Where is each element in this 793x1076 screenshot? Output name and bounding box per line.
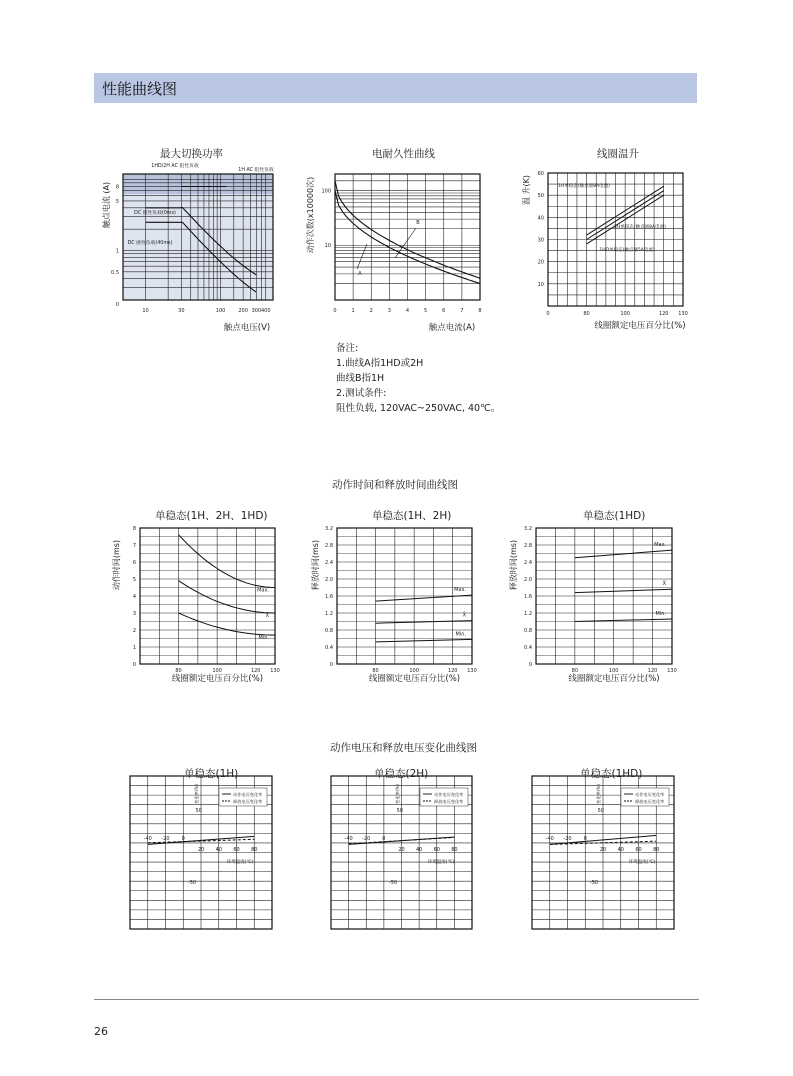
s2-chart1-title: 单稳态(1H、2H、1HD) [155, 510, 268, 522]
s3-chart2-title: 单稳态(2H) [374, 768, 429, 780]
s2-chart1-ytick: 1 [132, 645, 136, 651]
s3-chart3-ytick-m50: -50 [589, 880, 599, 886]
chart1-xtick: 400 [260, 308, 271, 314]
s3-chart3-legend-2: 释放电压变化率 [635, 799, 665, 804]
s2-chart2-label-2: Min. [455, 631, 466, 638]
s3-chart3-xtick: 40 [617, 847, 624, 853]
s2-chart3-series-2 [575, 619, 672, 622]
s2-chart1-xtick: 80 [175, 668, 182, 674]
chart3-xtick: 130 [678, 311, 688, 317]
s2-chart3-ytick: 2.4 [524, 560, 532, 566]
s3-chart1-legend-1: 动作电压变化率 [233, 792, 263, 797]
s2-chart1-label-2: Min. [258, 635, 269, 642]
s2-chart3-xtick: 120 [647, 668, 658, 674]
s2-chart3-label-1: X̄ [662, 581, 666, 588]
s2-chart1-ytick: 6 [132, 560, 136, 566]
s3-chart2-xtick: 0 [382, 836, 386, 842]
s3-chart2-ytick-50: 50 [396, 808, 403, 814]
s3-chart3-xtick: -40 [545, 836, 554, 842]
s3-chart2-xtick: 80 [451, 847, 458, 853]
chart1-xtick: 30 [178, 308, 185, 314]
chart3-xtick: 80 [583, 311, 590, 317]
s2-chart2-ytick: 0 [329, 662, 333, 668]
chart1-ytick: 8 [115, 184, 119, 191]
s3-chart1-title: 单稳态(1H) [184, 768, 239, 780]
chart1-ytick: 0.5 [111, 269, 119, 276]
chart3-ytick: 50 [537, 193, 544, 200]
chart3-xtick: 120 [658, 311, 669, 317]
s3-chart1-xtick: 80 [251, 847, 258, 853]
s2-chart2-ytick: 1.2 [325, 611, 333, 617]
chart2-xtick: 6 [442, 308, 446, 314]
chart3-ylabel: 温 升(K) [522, 174, 531, 206]
s3-chart3-xtick: 60 [635, 847, 642, 853]
s2-chart3-ytick: 3.2 [524, 526, 532, 532]
s2-chart1-ytick: 4 [132, 594, 136, 600]
s2-chart3-title: 单稳态(1HD) [583, 510, 646, 522]
s2-chart2-series-1 [376, 621, 472, 624]
chart2-title: 电耐久性曲线 [372, 148, 435, 160]
chart2-xtick: 4 [405, 308, 410, 314]
s2-chart2-label-0: Max. [454, 587, 466, 594]
notes [336, 341, 500, 416]
chart3-title: 线圈温升 [597, 148, 639, 160]
s3-chart3-xtick: 80 [653, 847, 660, 853]
chart1-title: 最大切换功率 [160, 148, 223, 160]
chart1-ytick: 5 [115, 198, 119, 205]
s3-chart1-xtick: -40 [143, 836, 152, 842]
chart1-xtick: 300 [251, 308, 262, 314]
s3-chart1-xtick: 40 [215, 847, 222, 853]
s2-chart3-series-1 [575, 589, 672, 592]
chart2-ylabel: 动作次数(x10000次) [306, 176, 315, 254]
s2-chart2-xtick: 80 [372, 668, 379, 674]
chart1-xtick: 200 [238, 308, 248, 314]
s2-chart2-series-2 [376, 639, 472, 642]
s2-chart1-series-2 [179, 613, 275, 635]
s2-chart3-ytick: 0 [528, 662, 532, 668]
s2-chart1-ytick: 0 [132, 662, 136, 668]
notes-line-3: 2.测试条件: [336, 388, 387, 399]
s3-chart1-ytick-m50: -50 [187, 880, 197, 886]
s2-chart2-xlabel: 线圈额定电压百分比(%) [368, 674, 461, 684]
s3-chart3-ylabel: 变化率(%) [596, 784, 601, 804]
s3-chart1-ytick-50: 50 [195, 808, 202, 814]
chart2-xtick: 1 [351, 308, 355, 314]
chart2-xtick: 2 [369, 308, 373, 314]
s2-chart1-series-1 [179, 581, 275, 613]
notes-head: 备注: [336, 343, 359, 354]
s2-chart2-ylabel: 释放时间(ms) [311, 539, 320, 591]
s3-chart3-title: 单稳态(1HD) [580, 768, 643, 780]
s2-chart2-label-1: X̄ [462, 612, 466, 619]
chart1-label-ac1hd: 1HD/2H AC 阻性负载 [151, 164, 199, 169]
s3-chart3-xlabel: 环境温度(℃) [628, 860, 656, 865]
notes-line-4: 阻性负载, 120VAC~250VAC, 40℃。 [336, 403, 501, 414]
s2-chart3-label-2: Min. [655, 610, 666, 617]
chart3-ytick: 20 [537, 259, 544, 266]
chart2-ytick: 100 [321, 188, 331, 195]
section2-title: 动作时间和释放时间曲线图 [332, 479, 458, 491]
chart1-ylabel: 触点电流 (A) [102, 181, 111, 229]
s2-chart1-ylabel: 动作时间(ms) [112, 539, 121, 591]
chart1-ytick: 0 [115, 302, 119, 308]
section3-title: 动作电压和释放电压变化曲线图 [330, 742, 477, 754]
s2-chart3-ytick: 2.8 [524, 543, 532, 549]
chart2-xlabel: 触点电流(A) [428, 323, 476, 333]
page-number: 26 [94, 1025, 108, 1038]
s2-chart2-ytick: 1.6 [325, 594, 333, 600]
chart3-ytick: 10 [537, 281, 544, 288]
s3-chart1-xlabel: 环境温度(℃) [226, 860, 254, 865]
footer-divider [94, 999, 699, 1000]
s2-chart3-xtick: 100 [608, 668, 619, 674]
s2-chart2-ytick: 2.8 [325, 543, 333, 549]
s2-chart3-ylabel: 释放时间(ms) [509, 539, 518, 591]
s2-chart2-ytick: 2.4 [325, 560, 333, 566]
chart1-label-ac1h: 1H AC 阻性负载 [238, 168, 274, 173]
s2-chart1-ytick: 3 [132, 611, 136, 617]
s3-chart1-xtick: -20 [161, 836, 170, 842]
notes-line-2: 曲线B指1H [336, 373, 385, 384]
s2-chart3-label-0: Max. [654, 542, 666, 549]
s2-chart1-ytick: 8 [132, 526, 136, 532]
s3-chart2-xtick: -20 [362, 836, 371, 842]
s3-chart3-xtick: 20 [599, 847, 607, 853]
chart3-ytick: 0 [546, 311, 550, 317]
chart3-ytick: 30 [537, 237, 544, 244]
chart2-ytick: 10 [324, 243, 331, 250]
s2-chart2-ytick: 0.8 [325, 628, 333, 634]
s3-chart1-legend-2: 释放电压变化率 [233, 799, 263, 804]
chart3-xlabel: 线圈额定电压百分比(%) [594, 321, 686, 331]
s3-chart2-ytick-m50: -50 [388, 880, 398, 886]
s3-chart2-xtick: -40 [344, 836, 353, 842]
s2-chart2-title: 单稳态(1H、2H) [372, 510, 452, 522]
s2-chart2-ytick: 0.4 [325, 645, 333, 651]
chart3-label-2h: 2H单稳态(触点通8A电流) [614, 225, 666, 230]
chart1-xtick: 100 [215, 308, 226, 314]
chart2-xtick: 0 [333, 308, 337, 314]
chart1-xlabel: 触点电压(V) [223, 323, 271, 333]
s2-chart1-ytick: 7 [132, 543, 136, 549]
section-title: 性能曲线图 [102, 80, 178, 98]
s2-chart1-xtick: 120 [250, 668, 261, 674]
chart3-label-1h: 1H单稳态(触点通8A电流) [558, 184, 610, 189]
chart2-xtick: 5 [424, 308, 428, 314]
s2-chart1-xtick: 130 [270, 668, 280, 674]
s2-chart2-xtick: 130 [467, 668, 477, 674]
chart2-xtick: 8 [478, 308, 482, 314]
s2-chart3-series-0 [575, 550, 672, 558]
s2-chart1-label-0: Max. [257, 587, 269, 594]
s2-chart1-xlabel: 线圈额定电压百分比(%) [171, 674, 264, 684]
s3-chart2-xtick: 40 [415, 847, 423, 853]
s3-chart3-ytick-50: 50 [597, 808, 604, 814]
s3-chart1-xtick: 0 [181, 836, 185, 842]
s2-chart3-ytick: 0.4 [524, 645, 532, 651]
s3-chart2-ylabel: 变化率(%) [395, 784, 400, 804]
chart1-ytick: 1 [115, 248, 119, 255]
s3-chart1-ylabel: 变化率(%) [194, 784, 199, 804]
s3-chart1-xtick: 60 [233, 847, 240, 853]
chart3-xtick: 100 [620, 311, 630, 317]
chart1-label-dc40: DC 感性负载(40ms) [127, 241, 173, 246]
s3-chart1-xtick: 20 [197, 847, 205, 853]
s3-chart2-xtick: 60 [433, 847, 440, 853]
s2-chart3-xlabel: 线圈额定电压百分比(%) [568, 674, 660, 684]
s2-chart1-xtick: 100 [212, 668, 222, 674]
chart2-label-a: A [358, 271, 362, 277]
s2-chart2-xtick: 120 [447, 668, 458, 674]
s2-chart2-ytick: 3.2 [325, 526, 333, 532]
s3-chart3-legend-1: 动作电压变化率 [635, 792, 665, 797]
chart3-ytick: 40 [537, 215, 544, 222]
s2-chart3-xtick: 80 [571, 668, 579, 674]
s3-chart2-legend-1: 动作电压变化率 [434, 792, 464, 797]
s2-chart1-label-1: X̄ [265, 613, 269, 619]
s2-chart2-ytick: 2.0 [325, 577, 333, 583]
s2-chart1-ytick: 2 [132, 628, 136, 634]
s2-chart3-ytick: 1.2 [524, 611, 532, 617]
chart2-label-b: B [416, 220, 420, 226]
s2-chart1-ytick: 5 [132, 577, 136, 583]
chart3-label-1hd: 1HD单稳态(触点通5A电流) [599, 248, 655, 253]
notes-line-1: 1.曲线A指1HD或2H [336, 358, 424, 369]
s3-chart3-xtick: -20 [563, 836, 572, 842]
s3-chart3-xtick: 0 [583, 836, 587, 842]
s2-chart3-xtick: 130 [667, 668, 677, 674]
chart1-xtick: 10 [142, 308, 149, 314]
s2-chart3-ytick: 0.8 [524, 628, 532, 634]
s3-chart2-legend-2: 释放电压变化率 [434, 799, 464, 804]
s2-chart1-series-0 [179, 535, 275, 588]
chart1-label-dc0: DC 阻性负载(0ms) [134, 211, 176, 216]
s3-chart2-xlabel: 环境温度(℃) [427, 860, 455, 865]
chart2-xtick: 7 [460, 308, 464, 314]
chart2-xtick: 3 [387, 308, 391, 314]
s3-chart2-xtick: 20 [398, 847, 405, 853]
s2-chart3-ytick: 1.6 [524, 594, 532, 600]
s2-chart2-xtick: 100 [409, 668, 419, 674]
chart3-ytick: 60 [537, 171, 544, 177]
s2-chart3-ytick: 2.0 [524, 577, 532, 583]
